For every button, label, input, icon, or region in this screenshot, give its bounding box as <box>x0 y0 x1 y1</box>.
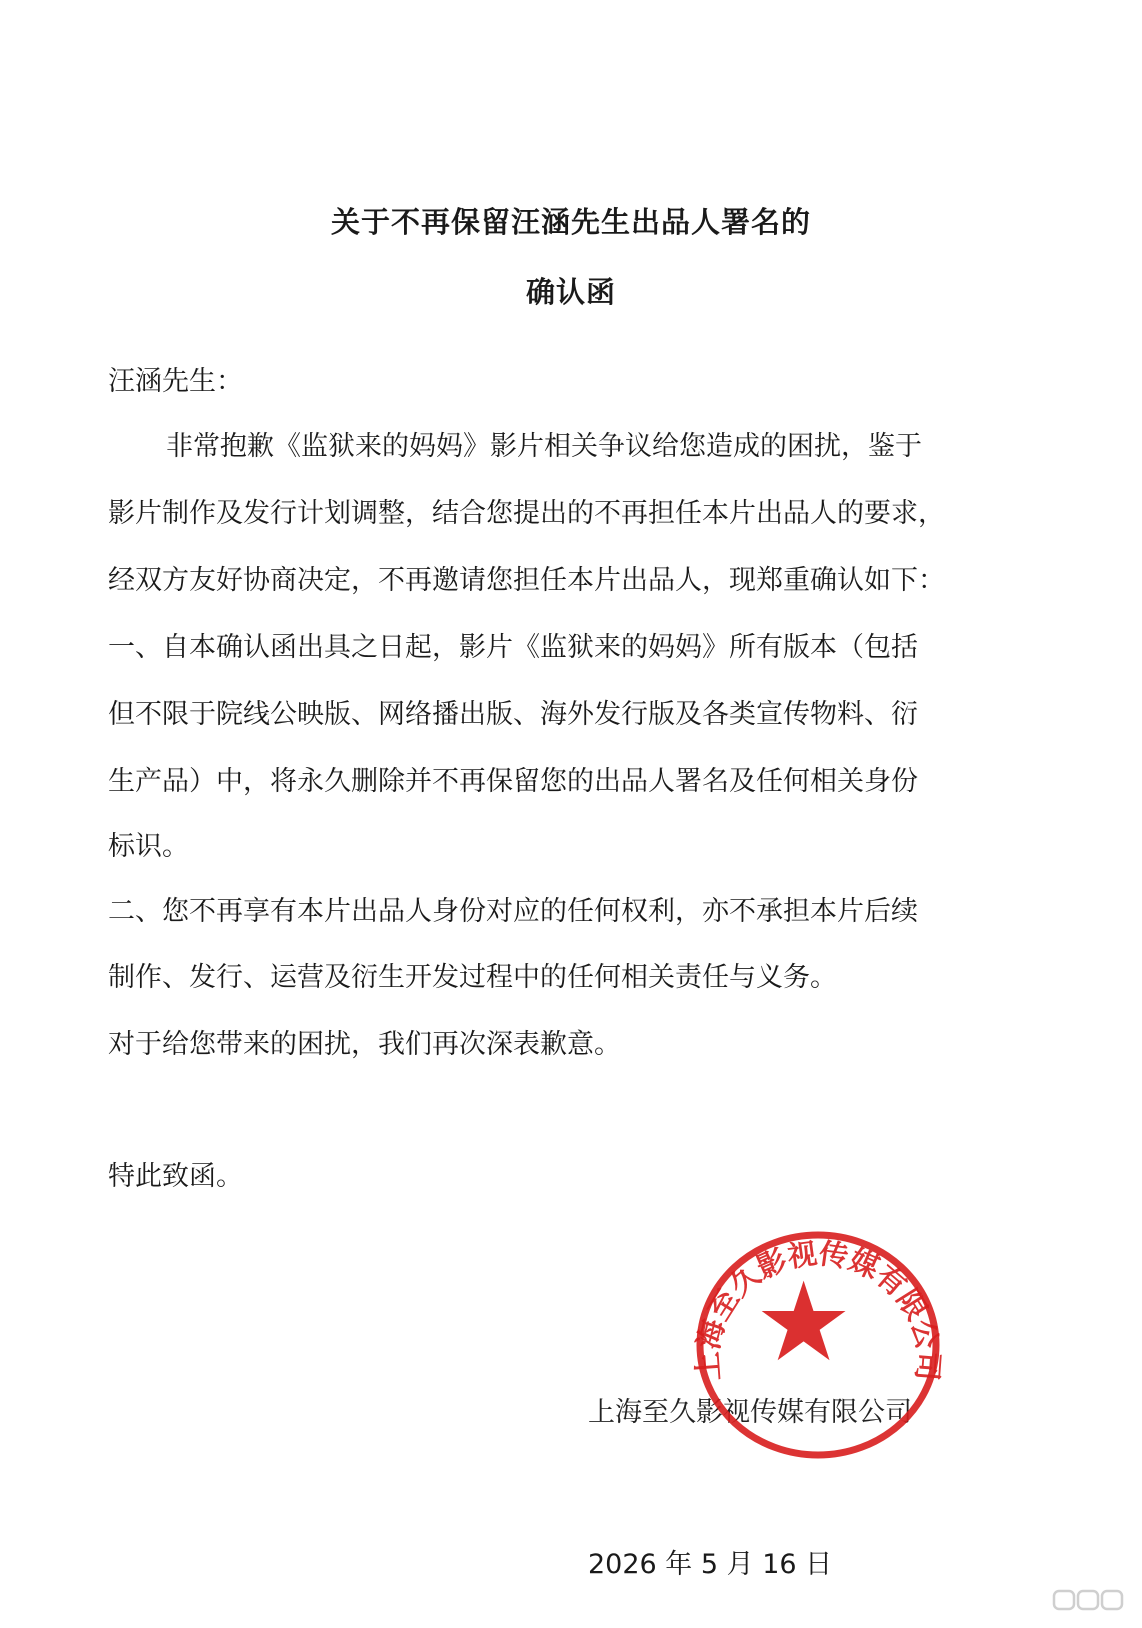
seal-star-icon <box>762 1281 846 1361</box>
closing: 特此致函。 <box>108 1161 243 1192</box>
salutation: 汪涵先生： <box>108 366 243 397</box>
body-line-4: 一、自本确认函出具之日起，影片《监狱来的妈妈》所有版本（包括 <box>108 632 918 663</box>
body-line-6: 生产品）中，将永久删除并不再保留您的出品人署名及任何相关身份 <box>108 766 918 797</box>
body-line-1: 非常抱歉《监狱来的妈妈》影片相关争议给您造成的困扰，鉴于 <box>166 431 922 462</box>
document-title-line1: 关于不再保留汪涵先生出品人署名的 <box>330 205 811 239</box>
body-line-9: 制作、发行、运营及衍生开发过程中的任何相关责任与义务。 <box>108 962 837 993</box>
document-title-line2: 确认函 <box>525 275 616 309</box>
seal-text: 上海至久影视传媒有限公司 <box>690 1236 946 1382</box>
body-line-3: 经双方友好协商决定，不再邀请您担任本片出品人，现郑重确认如下： <box>108 565 945 596</box>
company-signature: 上海至久影视传媒有限公司 <box>588 1397 912 1428</box>
watermark-logo <box>1052 1588 1126 1612</box>
body-line-5: 但不限于院线公映版、网络播出版、海外发行版及各类宣传物料、衍 <box>108 699 918 730</box>
body-line-7: 标识。 <box>108 831 189 862</box>
body-line-2: 影片制作及发行计划调整，结合您提出的不再担任本片出品人的要求， <box>108 498 945 529</box>
document-date: 2026 年 5 月 16 日 <box>588 1549 833 1580</box>
body-line-10: 对于给您带来的困扰，我们再次深表歉意。 <box>108 1029 621 1060</box>
body-line-8: 二、您不再享有本片出品人身份对应的任何权利，亦不承担本片后续 <box>108 896 918 927</box>
company-seal <box>688 1225 948 1465</box>
